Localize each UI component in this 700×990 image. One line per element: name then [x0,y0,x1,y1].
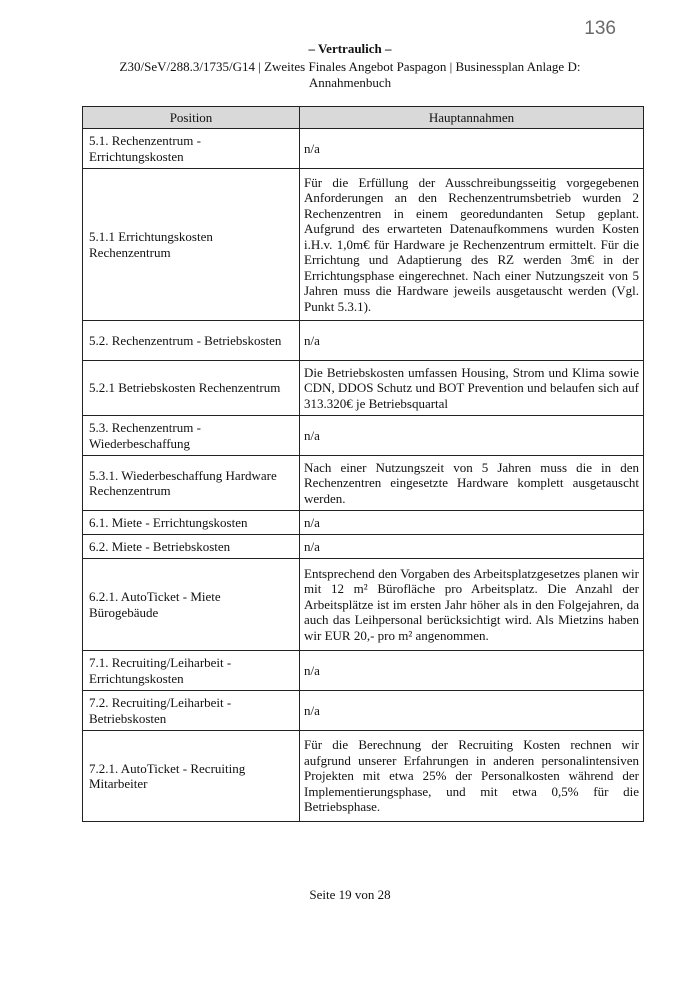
position-cell: 7.2.1. AutoTicket - Recruiting Mitarbeiter [83,731,300,822]
table-row [83,511,644,535]
assumption-cell: n/a [300,511,644,535]
confidentiality-notice: – Vertraulich – [308,41,392,56]
position-cell: 5.2.1 Betriebskosten Rechenzentrum [83,361,300,416]
assumption-cell: Die Betriebskosten umfassen Housing, Strom und Klima sowie CDN, DDOS Schutz und BOT Prevention und belaufen sich auf 313.320€ je Betriebsquartal [300,361,644,416]
table-row [83,559,644,651]
position-cell: 5.1.1 Errichtungskosten Rechenzentrum [83,169,300,321]
table-row [83,169,644,321]
position-cell: 7.2. Recruiting/Leiharbeit - Betriebskosten [83,691,300,731]
position-cell: 5.3. Rechenzentrum - Wiederbeschaffung [83,416,300,456]
assumption-cell: n/a [300,651,644,691]
table-row [83,416,644,456]
position-cell: 5.3.1. Wiederbeschaffung Hardware Rechenzentrum [83,456,300,511]
table-header-row [83,107,644,129]
assumption-cell: n/a [300,321,644,361]
assumption-cell: n/a [300,691,644,731]
table-row [83,321,644,361]
assumptions-table [82,106,644,822]
header-hauptannahmen: Hauptannahmen [300,107,644,129]
table-row [83,651,644,691]
table-row [83,129,644,169]
assumption-cell: n/a [300,129,644,169]
table-row [83,456,644,511]
table-row [83,535,644,559]
assumption-cell: Für die Erfüllung der Ausschreibungsseitig vorgegebenen Anforderungen an den Rechenzentrumsbetrieb wurden 2 Rechenzentren in einem georedundanten Setup geplant. Aufgrund des erwarteten Datenaufkommens wurden Kosten i.H.v. 1,0m€ für Hardware je Rechenzentrum ermittelt. Für die Errichtung und Adaptierung des RZ werden 3m€ in der Errichtungsphase eingerechnet. Nach einer Nutzungszeit von 5 Jahren muss die Hardware jeweils ausgetauscht werden (Vgl. Punkt 5.3.1). [300,169,644,321]
position-cell: 6.2. Miete - Betriebskosten [83,535,300,559]
position-cell: 5.1. Rechenzentrum - Errichtungskosten [83,129,300,169]
page-number: 136 [584,18,616,39]
position-cell: 6.1. Miete - Errichtungskosten [83,511,300,535]
table-row [83,731,644,822]
document-reference: Z30/SeV/288.3/1735/G14 | Zweites Finales Angebot Paspagon | Businessplan Anlage D: Annahmenbuch [119,59,581,90]
position-cell: 6.2.1. AutoTicket - Miete Bürogebäude [83,559,300,651]
header-position: Position [83,107,300,129]
table-row [83,361,644,416]
assumption-cell: n/a [300,535,644,559]
assumption-cell: n/a [300,416,644,456]
position-cell: 5.2. Rechenzentrum - Betriebskosten [83,321,300,361]
table-row [83,691,644,731]
assumption-cell: Nach einer Nutzungszeit von 5 Jahren muss die in den Rechenzentren eingesetzte Hardware komplett ausgetauscht werden. [300,456,644,511]
position-cell: 7.1. Recruiting/Leiharbeit - Errichtungskosten [83,651,300,691]
assumption-cell: Entsprechend den Vorgaben des Arbeitsplatzgesetzes planen wir mit 12 m² Bürofläche pro Arbeitsplatz. Die Anzahl der Arbeitsplätze ist im ersten Jahr höher als in den Folgejahren, da auch das Leihpersonal berücksichtigt wird. Als Mietzins haben wir EUR 20,- pro m² angenommen. [300,559,644,651]
assumption-cell: Für die Berechnung der Recruiting Kosten rechnen wir aufgrund unserer Erfahrungen in anderen personalintensiven Projekten mit etwa 25% der Personalkosten während der Implementierungsphase, und mit etwa 0,5% für die Betriebsphase. [300,731,644,822]
page-footer: Seite 19 von 28 [309,887,391,902]
